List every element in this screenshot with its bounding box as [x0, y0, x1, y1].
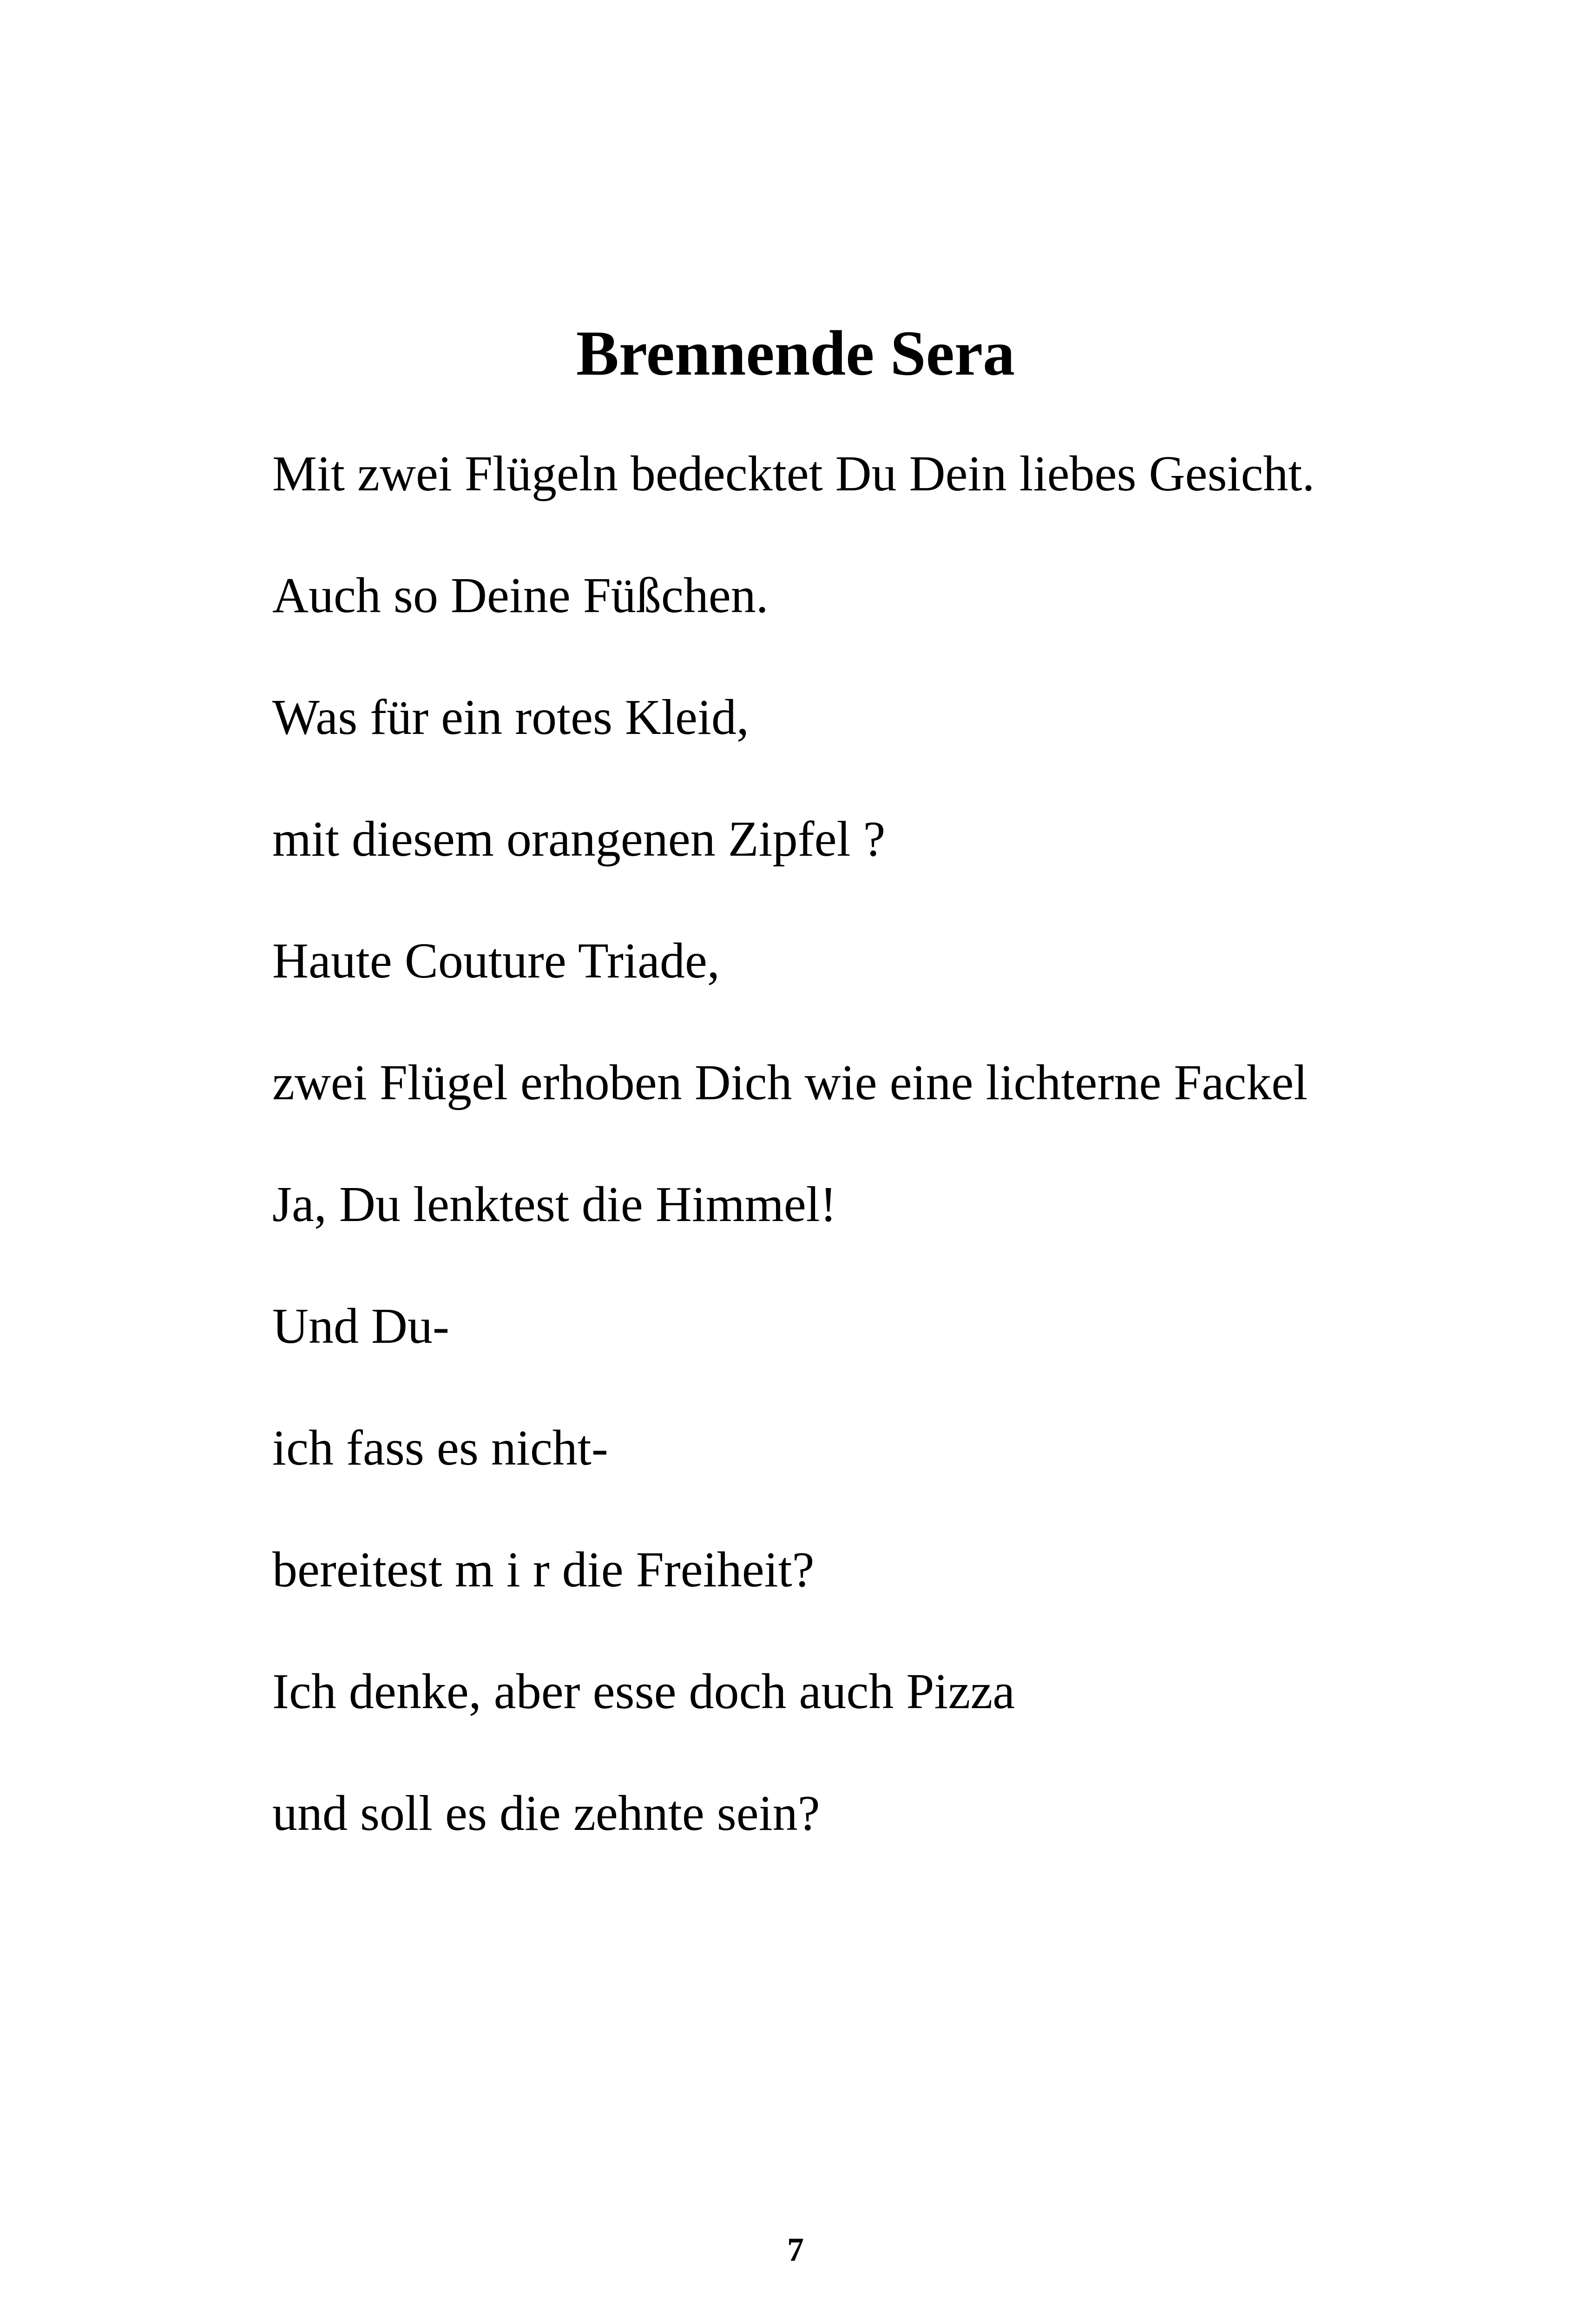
poem-line: Ja, Du lenktest die Himmel! — [272, 1177, 837, 1232]
poem-title: Brennende Sera — [576, 317, 1015, 389]
poem-line: Und Du- — [272, 1299, 449, 1354]
poem-body — [272, 439, 1336, 1901]
poem-line: ich fass es nicht- — [272, 1420, 608, 1476]
poem-line: Haute Couture Triade, — [272, 933, 720, 989]
poem-line: bereitest m i r die Freiheit? — [272, 1542, 815, 1598]
page-number: 7 — [787, 2231, 804, 2268]
poem-line: mit diesem orangenen Zipfel ? — [272, 812, 886, 867]
poem-line: Was für ein rotes Kleid, — [272, 690, 749, 745]
poem-line: Auch so Deine Füßchen. — [272, 568, 769, 623]
poem-line: und soll es die zehnte sein? — [272, 1786, 820, 1841]
poem-line: Ich denke, aber esse doch auch Pizza — [272, 1664, 1015, 1719]
poem-line: Mit zwei Flügeln bedecktet Du Dein liebes Gesicht. — [272, 446, 1315, 502]
poem-line: zwei Flügel erhoben Dich wie eine lichterne Fackel — [272, 1055, 1308, 1110]
